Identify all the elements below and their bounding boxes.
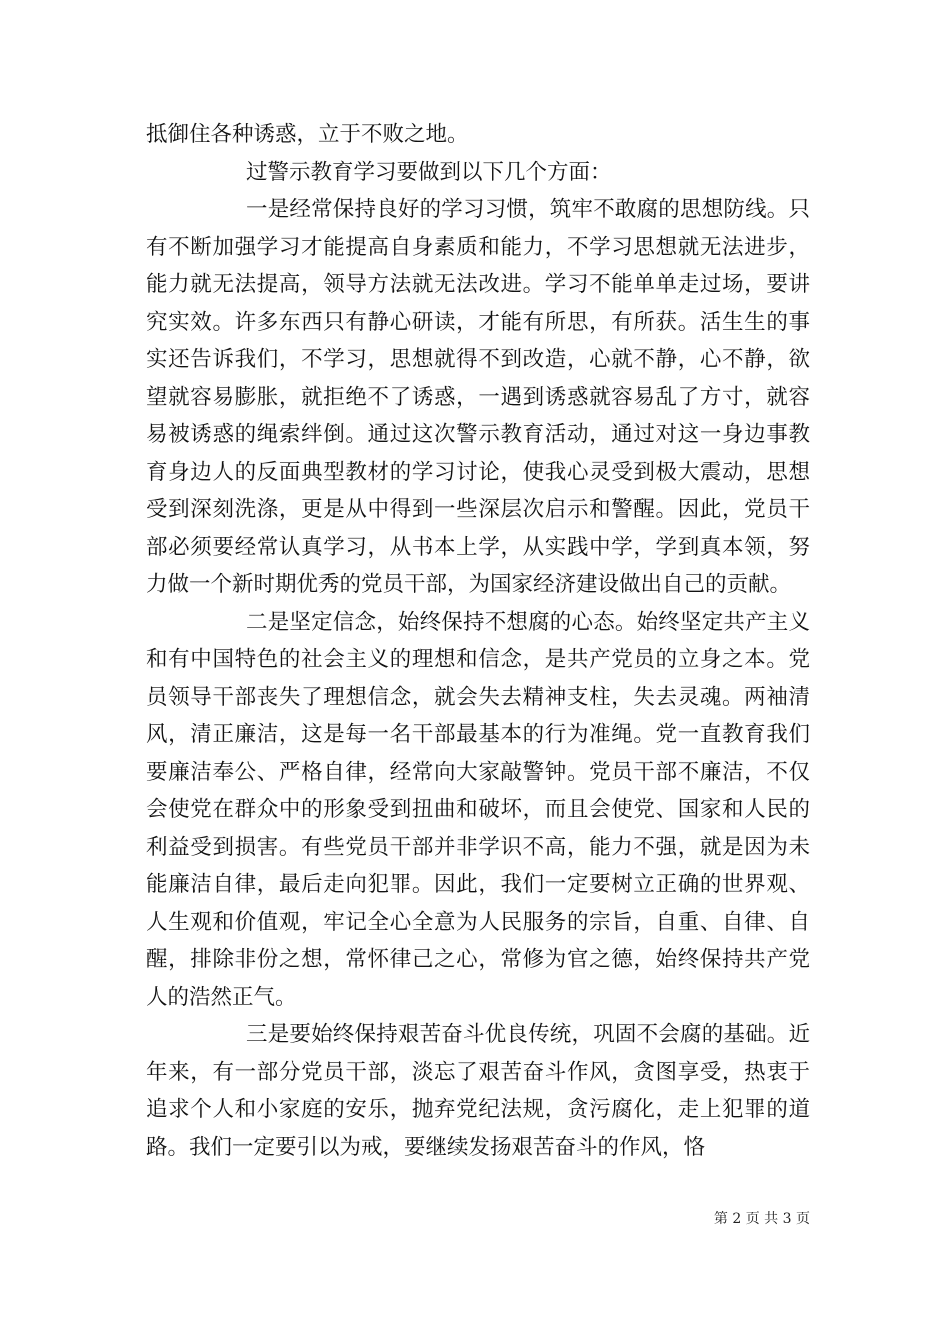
- paragraph-intro: 过警示教育学习要做到以下几个方面：: [246, 159, 612, 185]
- paragraph-point-one: 一是经常保持良好的学习习惯，筑牢不敢腐的思想防线。只有不断加强学习才能提高自身素质和能力，不学习思想就无法进步，能力就无法提高，领导方法就无法改进。学习不能单单走过场，要讲究实效。许多东西只有静心研读，才能有所思，有所获。活生生的事实还告诉我们，不学习，思想就得不到改造，心就不静，心不静，欲望就容易膨胀，就拒绝不了诱惑，一遇到诱惑就容易乱了方寸，就容易被诱惑的绳索绊倒。通过这次警示教育活动，通过对这一身边事教育身边人的反面典型教材的学习讨论，使我心灵受到极大震动，思想受到深刻洗涤，更是从中得到一些深层次启示和警醒。因此，党员干部必须要经常认真学习，从书本上学，从实践中学，学到真本领，努力做一个新时期优秀的党员干部，为国家经济建设做出自己的贡献。: [146, 197, 810, 597]
- body-text: [146, 116, 810, 1166]
- paragraph-point-two: 二是坚定信念，始终保持不想腐的心态。始终坚定共产主义和有中国特色的社会主义的理想和信念，是共产党员的立身之本。党员领导干部丧失了理想信念，就会失去精神支柱，失去灵魂。两袖清风，清正廉洁，这是每一名干部最基本的行为准绳。党一直教育我们要廉洁奉公、严格自律，经常向大家敲警钟。党员干部不廉洁，不仅会使党在群众中的形象受到扭曲和破坏，而且会使党、国家和人民的利益受到损害。有些党员干部并非学识不高，能力不强，就是因为未能廉洁自律，最后走向犯罪。因此，我们一定要树立正确的世界观、人生观和价值观，牢记全心全意为人民服务的宗旨，自重、自律、自醒，排除非份之想，常怀律己之心，常修为官之德，始终保持共产党人的浩然正气。: [146, 609, 810, 1010]
- page-number: 第 2 页 共 3 页: [713, 1211, 810, 1227]
- paragraph-continuation: 抵御住各种诱惑，立于不败之地。: [146, 122, 469, 147]
- paragraph-point-three: 三是要始终保持艰苦奋斗优良传统，巩固不会腐的基础。近年来，有一部分党员干部，淡忘了艰苦奋斗作风，贪图享受，热衷于追求个人和小家庭的安乐，抛弃党纪法规，贪污腐化，走上犯罪的道路。我们一定要引以为戒，要继续发扬艰苦奋斗的作风，恪: [146, 1022, 810, 1160]
